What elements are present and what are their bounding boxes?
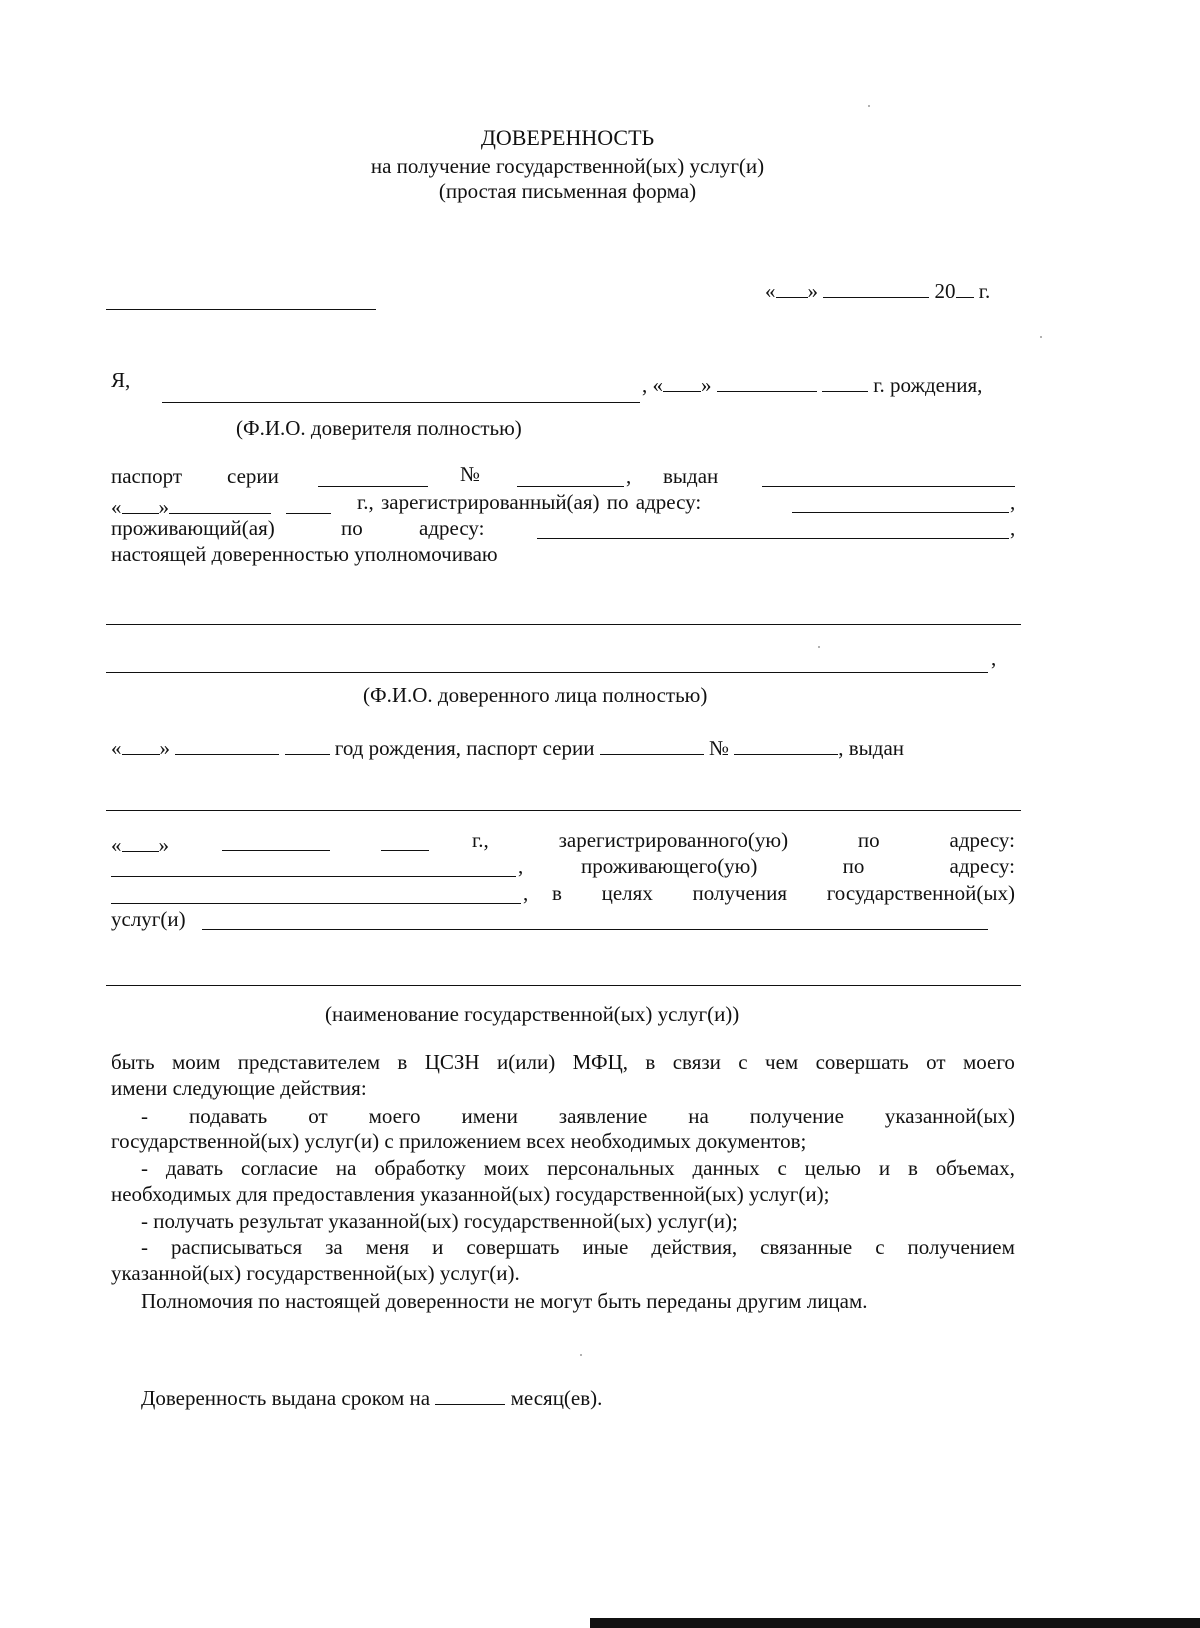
date-day-blank[interactable] — [776, 276, 808, 298]
bullet-1-line-2: государственной(ых) услуг(и) с приложением всех необходимых документов; — [111, 1129, 807, 1153]
date-line: « » 20 г. — [765, 276, 990, 302]
agent-registered-address-blank[interactable] — [111, 876, 516, 877]
agent-passport-number-blank[interactable] — [734, 733, 838, 755]
services-prefix: услуг(и) — [111, 907, 186, 931]
principal-birth-day-blank[interactable] — [663, 370, 701, 392]
principal-residing-address-blank[interactable] — [537, 538, 1009, 539]
principal-passport-word: паспорт — [111, 464, 183, 488]
principal-comma: , — [626, 464, 632, 488]
principal-registered-comma: , — [1010, 490, 1016, 514]
date-year-blank[interactable] — [956, 276, 974, 298]
agent-name-caption: (Ф.И.О. доверенного лица полностью) — [363, 683, 708, 707]
term-line: Доверенность выдана сроком на месяц(ев). — [141, 1383, 602, 1409]
principal-number-sign: № — [460, 462, 481, 486]
agent-issued-by-blank[interactable] — [106, 810, 1021, 811]
principal-issue-month-blank[interactable] — [169, 492, 271, 514]
principal-name-blank[interactable] — [162, 402, 640, 403]
body-paragraph-1-line-1: быть моим представителем в ЦСЗН и(или) МФЦ, в связи с чем совершать от моего — [111, 1050, 1015, 1074]
bullet-2-line-2: необходимых для предоставления указанной(ых) государственной(ых) услуг(и); — [111, 1182, 830, 1206]
scan-edge-bar — [590, 1618, 1200, 1628]
principal-residing-address: адресу: — [419, 516, 485, 540]
principal-issue-line: « » — [111, 492, 331, 518]
principal-name-caption: (Ф.И.О. доверителя полностью) — [236, 416, 522, 440]
agent-birth-month-blank[interactable] — [175, 733, 279, 755]
principal-registered-label: г., зарегистрированный(ая) по адресу: — [357, 490, 702, 514]
powers-statement: Полномочия по настоящей доверенности не могут быть переданы другим лицам. — [141, 1289, 868, 1313]
agent-purpose-line: в целях получения государственной(ых) — [552, 881, 1015, 905]
principal-residing-po: по — [341, 516, 363, 540]
scan-speck — [868, 105, 870, 107]
document-title: ДОВЕРЕННОСТЬ — [480, 125, 655, 150]
agent-name-blank-1[interactable] — [106, 624, 1021, 625]
principal-registered-address-blank[interactable] — [792, 512, 1009, 513]
agent-registered-line: г., зарегистрированного(ую) по адресу: — [472, 828, 1015, 852]
principal-issue-day-blank[interactable] — [122, 492, 159, 514]
principal-birth-line: , « » г. рождения, — [642, 370, 982, 396]
agent-issue-date: « » — [111, 830, 169, 856]
agent-birth-day-blank[interactable] — [122, 733, 160, 755]
agent-residing-line: проживающего(ую) по адресу: — [581, 854, 1015, 878]
agent-passport-series-blank[interactable] — [600, 733, 704, 755]
services-name-blank-1[interactable] — [202, 929, 988, 930]
place-blank-line[interactable] — [106, 309, 376, 310]
scan-speck — [818, 646, 820, 648]
agent-name-comma: , — [991, 646, 997, 670]
document-subtitle: на получение государственной(ых) услуг(и) — [370, 154, 765, 178]
principal-issued-label: выдан — [663, 464, 719, 488]
bullet-1-line-1: - подавать от моего имени заявление на получение указанной(ых) — [141, 1104, 1015, 1128]
date-month-blank[interactable] — [823, 276, 929, 298]
form-type-note: (простая письменная форма) — [438, 179, 697, 203]
term-months-blank[interactable] — [435, 1383, 505, 1405]
principal-series-word: серии — [227, 464, 279, 488]
scan-speck — [1040, 336, 1042, 338]
principal-birth-month-blank[interactable] — [717, 370, 817, 392]
bullet-3: - получать результат указанной(ых) государственной(ых) услуг(и); — [141, 1209, 738, 1233]
agent-residing-comma: , — [523, 881, 529, 905]
principal-passport-number-blank[interactable] — [517, 486, 624, 487]
agent-residing-address-blank[interactable] — [111, 903, 521, 904]
bullet-4-line-2: указанной(ых) государственной(ых) услуг(и). — [111, 1261, 520, 1285]
agent-birth-year-blank[interactable] — [285, 733, 330, 755]
services-caption: (наименование государственной(ых) услуг(и)) — [325, 1002, 740, 1026]
agent-issue-month-blank[interactable] — [222, 850, 330, 851]
bullet-4-line-1: - расписываться за меня и совершать иные действия, связанные с получением — [141, 1235, 1015, 1259]
agent-name-blank-2[interactable] — [106, 672, 988, 673]
principal-issue-year-blank[interactable] — [286, 492, 331, 514]
principal-birth-year-blank[interactable] — [822, 370, 868, 392]
agent-issue-year-blank[interactable] — [381, 850, 429, 851]
principal-passport-series-blank[interactable] — [318, 486, 428, 487]
scan-speck — [580, 1354, 582, 1356]
authorize-text: настоящей доверенностью уполномочиваю — [111, 542, 498, 566]
agent-registered-comma: , — [518, 854, 524, 878]
principal-prefix: Я, — [111, 368, 131, 392]
principal-residing-word: проживающий(ая) — [111, 516, 275, 540]
agent-issue-day-blank[interactable] — [122, 830, 159, 852]
services-name-blank-2[interactable] — [106, 985, 1021, 986]
bullet-2-line-1: - давать согласие на обработку моих персональных данных с целью и в объемах, — [141, 1156, 1015, 1180]
body-paragraph-1-line-2: имени следующие действия: — [111, 1076, 367, 1100]
principal-residing-comma: , — [1010, 516, 1016, 540]
agent-birth-passport-line: « » год рождения, паспорт серии № , выдан — [111, 733, 904, 759]
principal-issued-by-blank[interactable] — [762, 486, 1015, 487]
